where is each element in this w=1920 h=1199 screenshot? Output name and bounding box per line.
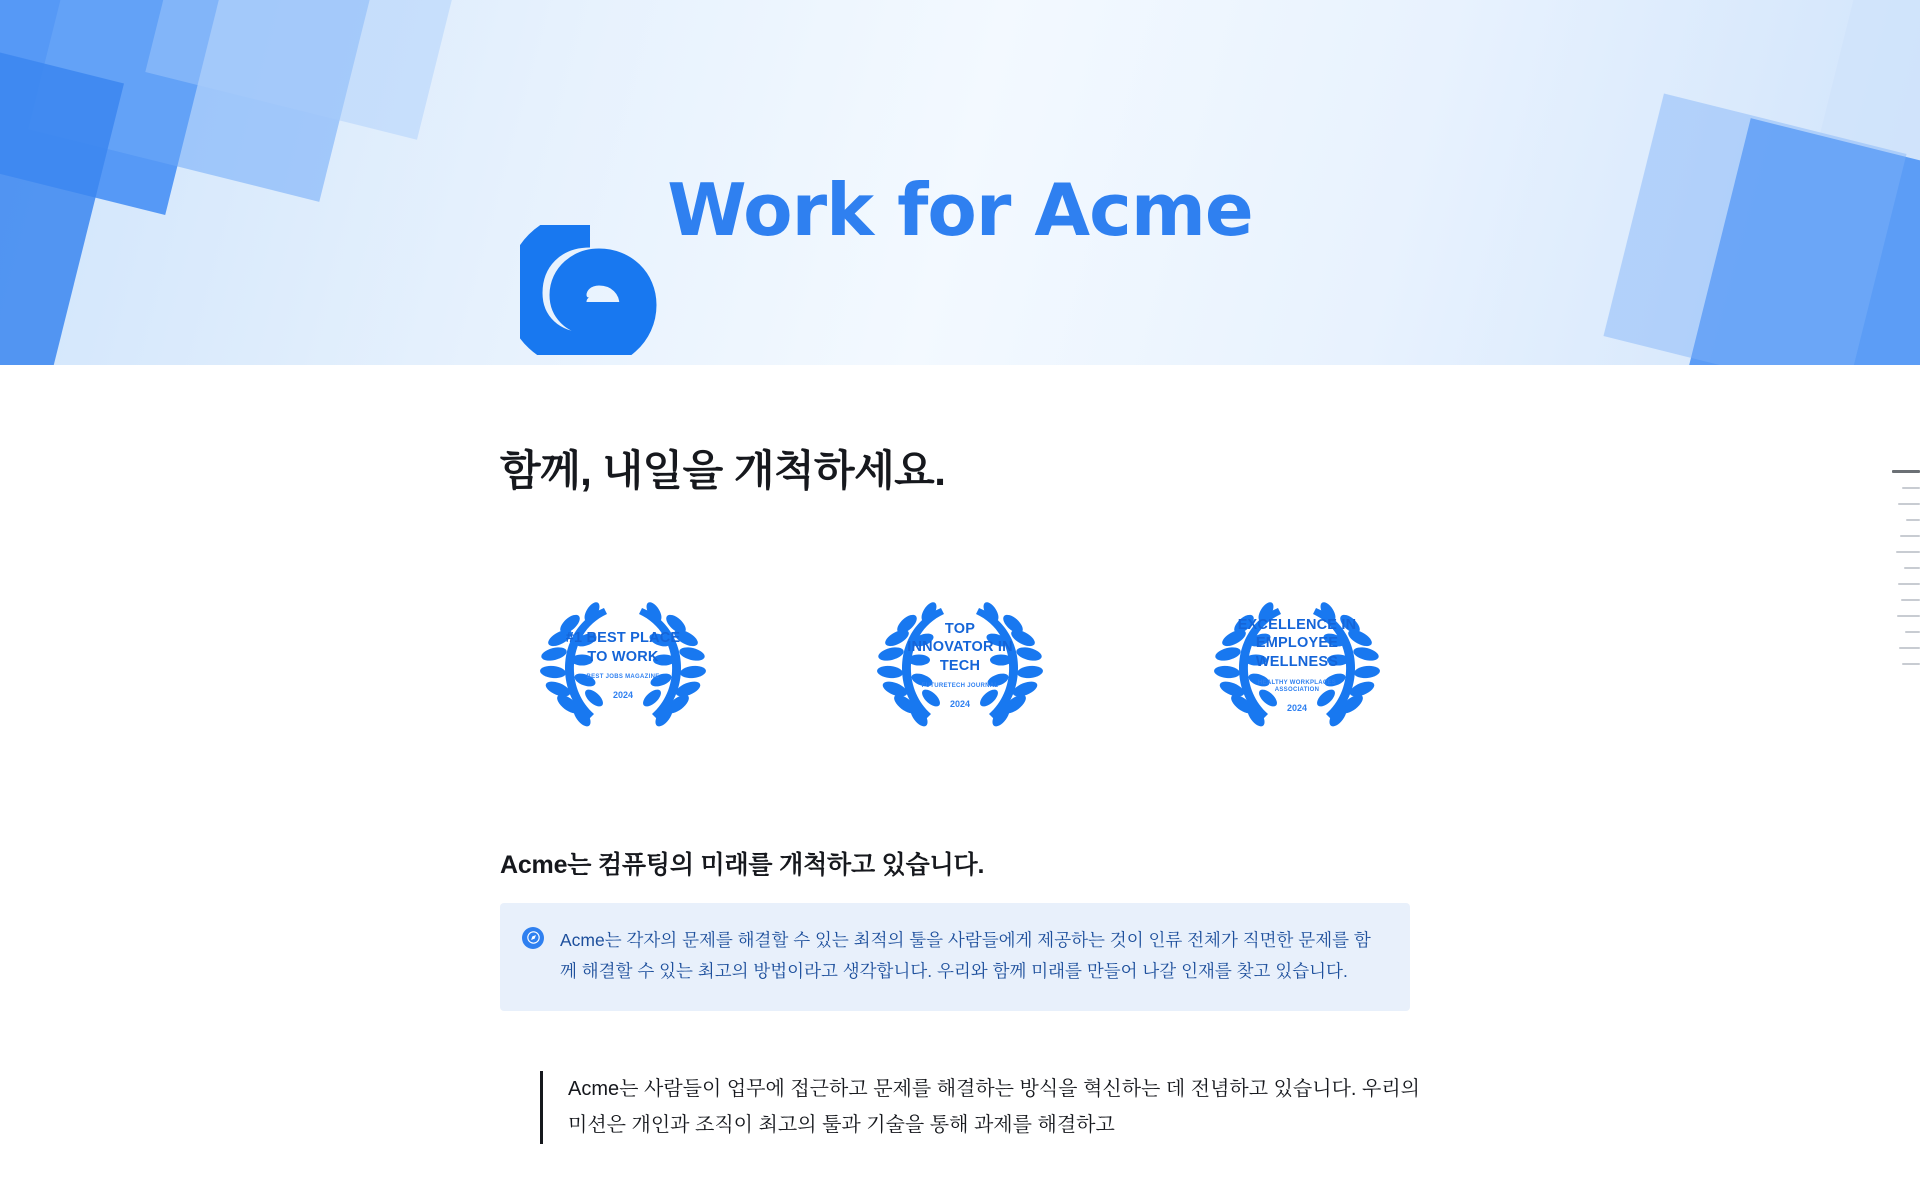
award-year: 2024 — [1286, 703, 1308, 714]
callout-text: Acme는 각자의 문제를 해결할 수 있는 최적의 툴을 사람들에게 제공하는 것이 인류 전체가 직면한 문제를 함께 해결할 수 있는 최고의 방법이라고 생각합니다. 우리와 함께 미래를 만들어 나갈 인재를 찾고 있습니다. — [560, 929, 1371, 981]
minimap-line — [1896, 551, 1920, 553]
award-org: HEALTHY WORKPLACES ASSOCIATION — [1257, 679, 1337, 694]
acme-logo — [520, 225, 660, 355]
award-year: 2024 — [949, 699, 971, 710]
award-text — [1237, 616, 1357, 713]
award-title: TOP INNOVATOR IN TECH — [907, 620, 1013, 674]
minimap-line — [1898, 583, 1920, 585]
acme-spiral-logo-icon — [520, 225, 660, 355]
minimap-line — [1901, 599, 1920, 601]
main-content — [500, 365, 1420, 1144]
minimap-line — [1892, 470, 1920, 473]
minimap-line — [1905, 631, 1920, 633]
mission-callout — [500, 903, 1410, 1011]
award-text — [563, 629, 683, 700]
quote-text: Acme는 사람들이 업무에 접근하고 문제를 해결하는 방식을 혁신하는 데 전념하고 있습니다. 우리의 미션은 개인과 조직이 최고의 툴과 기술을 통해 과제를 해결하고 — [568, 1077, 1420, 1137]
minimap-line — [1904, 567, 1920, 569]
minimap-line — [1902, 487, 1920, 489]
award-org: FUTURETECH JOURNAL — [921, 683, 999, 690]
award-text — [900, 620, 1020, 709]
award-badge — [845, 590, 1075, 740]
headline: 함께, 내일을 개척하세요. — [500, 447, 946, 494]
award-title: EXCELLENCE IN EMPLOYEE WELLNESS — [1237, 616, 1357, 670]
award-title: #1 BEST PLACE TO WORK — [565, 630, 681, 665]
document-minimap[interactable] — [1884, 470, 1920, 665]
award-badge — [508, 590, 738, 740]
mission-quote — [540, 1071, 1420, 1144]
minimap-line — [1900, 535, 1920, 537]
hero-banner — [0, 0, 1920, 365]
minimap-line — [1906, 519, 1920, 521]
section-title: Acme는 컴퓨팅의 미래를 개척하고 있습니다. — [500, 850, 985, 879]
minimap-line — [1897, 615, 1920, 617]
award-org: BEST JOBS MAGAZINE — [586, 674, 660, 681]
minimap-line — [1902, 663, 1920, 665]
compass-icon — [522, 927, 544, 949]
minimap-line — [1899, 647, 1920, 649]
awards-row — [500, 590, 1420, 740]
award-badge — [1182, 590, 1412, 740]
page-title: Work for Acme — [667, 168, 1253, 253]
award-year: 2024 — [612, 689, 634, 700]
minimap-line — [1898, 503, 1920, 505]
